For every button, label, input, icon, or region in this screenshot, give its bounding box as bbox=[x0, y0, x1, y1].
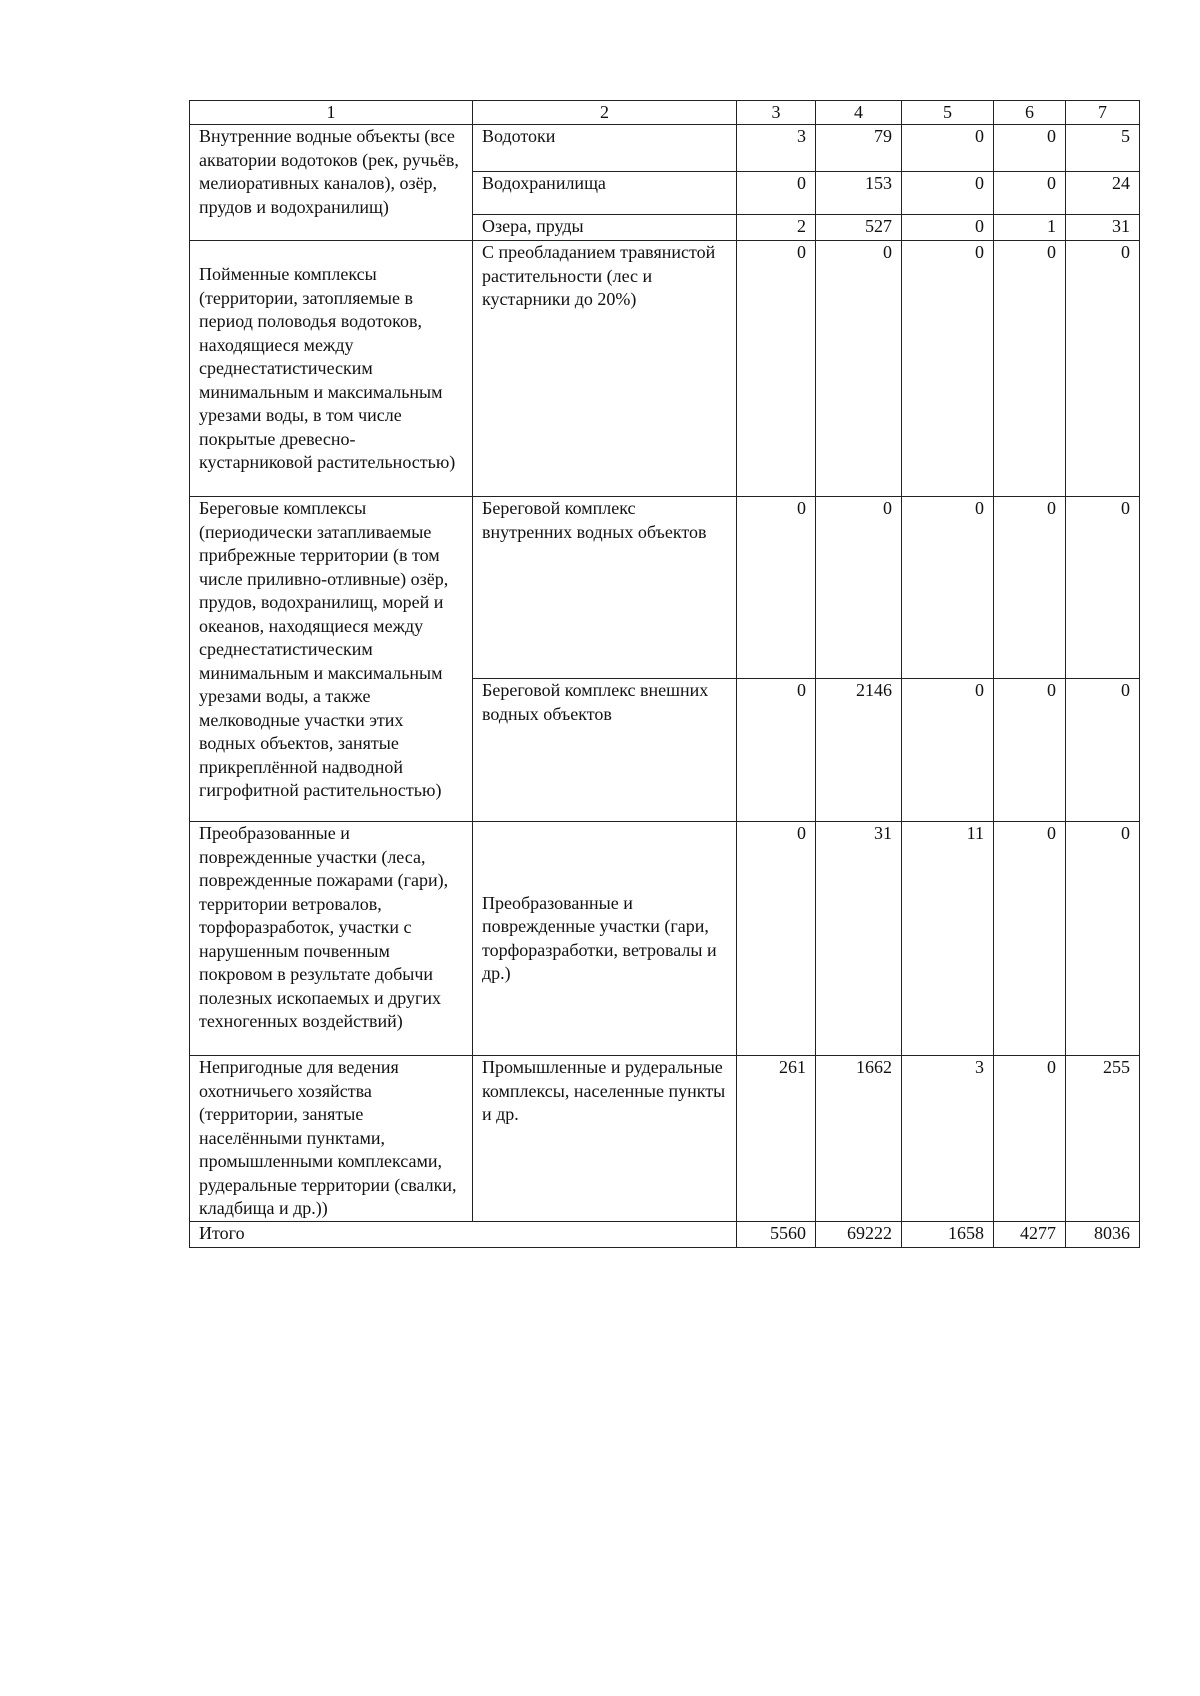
header-cell: 1 bbox=[190, 101, 473, 125]
table-row bbox=[190, 241, 1140, 497]
subcategory-cell: Береговой комплекс внешних водных объектов bbox=[473, 679, 737, 822]
subcategory-cell: Промышленные и рудеральные комплексы, населенные пункты и др. bbox=[473, 1056, 737, 1222]
header-cell: 7 bbox=[1066, 101, 1140, 125]
value-cell: 0 bbox=[816, 497, 902, 679]
total-label: Итого bbox=[190, 1221, 737, 1247]
value-cell: 153 bbox=[816, 172, 902, 215]
value-cell: 0 bbox=[994, 1056, 1066, 1222]
value-cell: 0 bbox=[902, 497, 994, 679]
value-cell: 3 bbox=[737, 125, 816, 172]
data-table bbox=[189, 100, 1140, 1248]
total-value: 4277 bbox=[994, 1221, 1066, 1247]
value-cell: 0 bbox=[994, 172, 1066, 215]
value-cell: 0 bbox=[994, 679, 1066, 822]
value-cell: 0 bbox=[816, 241, 902, 497]
category-cell: Береговые комплексы (периодически затапливаемые прибрежные территории (в том числе приливно-отливные) озёр, прудов, водохранилищ, морей и океанов, находящиеся между среднестатистическим минимальным и максимальным урезами воды, а также мелководные участки этих водных объектов, занятые прикреплённой надводной гигрофитной растительностью) bbox=[190, 497, 473, 822]
category-cell: Пойменные комплексы (территории, затопляемые в период половодья водотоков, находящиеся между среднестатистическим минимальным и максимальным урезами воды, в том числе покрытые древесно-кустарниковой растительностью) bbox=[190, 241, 473, 497]
subcategory-cell: Береговой комплекс внутренних водных объектов bbox=[473, 497, 737, 679]
value-cell: 5 bbox=[1066, 125, 1140, 172]
total-value: 1658 bbox=[902, 1221, 994, 1247]
value-cell: 0 bbox=[1066, 241, 1140, 497]
total-value: 5560 bbox=[737, 1221, 816, 1247]
table-row bbox=[190, 822, 1140, 1056]
subcategory-cell: С преобладанием травянистой растительности (лес и кустарники до 20%) bbox=[473, 241, 737, 497]
value-cell: 31 bbox=[816, 822, 902, 1056]
table-row bbox=[190, 497, 1140, 679]
category-cell: Внутренние водные объекты (все акватории водотоков (рек, ручьёв, мелиоративных каналов), озёр, прудов и водохранилищ) bbox=[190, 125, 473, 241]
value-cell: 0 bbox=[1066, 679, 1140, 822]
table-row bbox=[190, 1056, 1140, 1222]
table-row bbox=[190, 125, 1140, 172]
value-cell: 1 bbox=[994, 215, 1066, 241]
value-cell: 0 bbox=[902, 125, 994, 172]
value-cell: 0 bbox=[902, 215, 994, 241]
header-cell: 6 bbox=[994, 101, 1066, 125]
value-cell: 527 bbox=[816, 215, 902, 241]
value-cell: 31 bbox=[1066, 215, 1140, 241]
value-cell: 1662 bbox=[816, 1056, 902, 1222]
value-cell: 261 bbox=[737, 1056, 816, 1222]
subcategory-cell: Озера, пруды bbox=[473, 215, 737, 241]
value-cell: 79 bbox=[816, 125, 902, 172]
value-cell: 0 bbox=[902, 172, 994, 215]
value-cell: 0 bbox=[994, 241, 1066, 497]
header-cell: 2 bbox=[473, 101, 737, 125]
value-cell: 3 bbox=[902, 1056, 994, 1222]
header-row bbox=[190, 101, 1140, 125]
value-cell: 0 bbox=[902, 241, 994, 497]
subcategory-cell: Преобразованные и поврежденные участки (гари, торфоразработки, ветровалы и др.) bbox=[473, 822, 737, 1056]
subcategory-cell: Водотоки bbox=[473, 125, 737, 172]
subcategory-cell: Водохранилища bbox=[473, 172, 737, 215]
value-cell: 24 bbox=[1066, 172, 1140, 215]
header-cell: 5 bbox=[902, 101, 994, 125]
value-cell: 0 bbox=[737, 822, 816, 1056]
value-cell: 2146 bbox=[816, 679, 902, 822]
header-cell: 4 bbox=[816, 101, 902, 125]
value-cell: 0 bbox=[994, 497, 1066, 679]
total-value: 69222 bbox=[816, 1221, 902, 1247]
value-cell: 0 bbox=[1066, 497, 1140, 679]
value-cell: 0 bbox=[737, 172, 816, 215]
total-value: 8036 bbox=[1066, 1221, 1140, 1247]
value-cell: 2 bbox=[737, 215, 816, 241]
value-cell: 11 bbox=[902, 822, 994, 1056]
value-cell: 0 bbox=[902, 679, 994, 822]
value-cell: 0 bbox=[1066, 822, 1140, 1056]
header-cell: 3 bbox=[737, 101, 816, 125]
value-cell: 0 bbox=[737, 679, 816, 822]
value-cell: 255 bbox=[1066, 1056, 1140, 1222]
value-cell: 0 bbox=[737, 241, 816, 497]
total-row bbox=[190, 1221, 1140, 1247]
value-cell: 0 bbox=[994, 125, 1066, 172]
category-cell: Преобразованные и поврежденные участки (леса, поврежденные пожарами (гари), территории ветровалов, торфоразработок, участки с нарушенным почвенным покровом в результате добычи полезных ископаемых и других техногенных воздействий) bbox=[190, 822, 473, 1056]
value-cell: 0 bbox=[994, 822, 1066, 1056]
category-cell: Непригодные для ведения охотничьего хозяйства (территории, занятые населёнными пунктами, промышленными комплексами, рудеральные территории (свалки, кладбища и др.)) bbox=[190, 1056, 473, 1222]
value-cell: 0 bbox=[737, 497, 816, 679]
